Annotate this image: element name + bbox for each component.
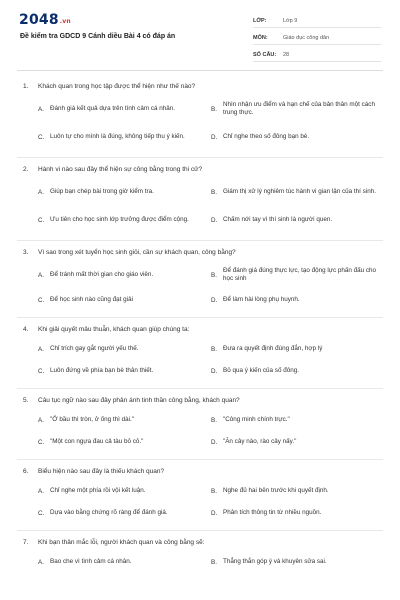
option-row — [20, 551, 380, 573]
option-text: "Một con ngựa đau cả tàu bỏ cỏ." — [50, 438, 144, 445]
option-letter: C. — [38, 509, 45, 517]
question-5 — [0, 391, 400, 453]
meta-row-count — [253, 48, 381, 62]
answer-option-c[interactable] — [38, 289, 207, 311]
option-row — [20, 431, 380, 453]
answer-option-c[interactable] — [38, 123, 207, 151]
option-text: Chỉ nghe theo số đông bạn bè. — [223, 133, 310, 140]
option-letter: C. — [38, 367, 45, 375]
option-letter: B. — [211, 558, 217, 566]
answer-option-b[interactable] — [211, 480, 380, 502]
option-letter: D. — [211, 216, 218, 224]
meta-row-subject — [253, 31, 381, 45]
option-text: Để học sinh nào cũng đạt giải — [50, 296, 133, 303]
option-row — [20, 360, 380, 382]
answer-option-a[interactable] — [38, 261, 207, 289]
answer-option-d[interactable] — [211, 502, 380, 524]
question-number: 2. — [23, 165, 29, 173]
answer-option-a[interactable] — [38, 338, 207, 360]
answer-option-d[interactable] — [211, 206, 380, 234]
question-text — [20, 320, 380, 338]
question-text — [20, 391, 380, 409]
site-logo[interactable] — [19, 12, 71, 28]
question-divider — [17, 157, 383, 158]
option-text: Đánh giá kết quả dựa trên tình cảm cá nhân. — [50, 105, 175, 112]
option-text: Ưu tiên cho học sinh lớp trưởng được điểm cộng. — [50, 216, 189, 223]
option-letter: B. — [211, 345, 217, 353]
question-divider — [17, 459, 383, 460]
option-letter: A. — [38, 345, 44, 353]
question-3 — [0, 243, 400, 311]
option-row — [20, 261, 380, 289]
option-text: Giám thị xử lý nghiêm túc hành vi gian lận của thí sinh. — [223, 188, 376, 195]
option-letter: A. — [38, 188, 44, 196]
option-letter: A. — [38, 271, 44, 279]
option-text: Chấm nới tay vì thí sinh là người quen. — [223, 216, 333, 223]
answer-option-b[interactable] — [211, 338, 380, 360]
meta-label: SỐ CÂU: — [253, 51, 277, 58]
option-text: Giúp bạn chép bài trong giờ kiểm tra. — [50, 188, 154, 195]
answer-option-c[interactable] — [38, 360, 207, 382]
option-letter: B. — [211, 271, 217, 279]
option-text: Luôn tự cho mình là đúng, không tiếp thu ý kiến. — [50, 133, 185, 140]
option-row — [20, 123, 380, 151]
answer-option-c[interactable] — [38, 502, 207, 524]
question-number: 5. — [23, 396, 29, 404]
option-row — [20, 206, 380, 234]
question-prompt: Khi bạn thân mắc lỗi, người khách quan và công bằng sẽ: — [38, 538, 205, 546]
option-letter: A. — [38, 558, 44, 566]
option-text: Bỏ qua ý kiến của số đông. — [223, 367, 299, 374]
question-text — [20, 533, 380, 551]
question-divider — [17, 240, 383, 241]
answer-option-d[interactable] — [211, 289, 380, 311]
meta-value: 28 — [283, 51, 290, 58]
option-text: Để đánh giá đúng thực lực, tạo động lực phấn đấu cho học sinh — [223, 267, 377, 282]
option-letter: B. — [211, 416, 217, 424]
option-text: Để tránh mất thời gian cho giáo viên. — [50, 271, 154, 278]
question-prompt: Câu tục ngữ nào sau đây phản ánh tinh thần công bằng, khách quan? — [38, 396, 240, 404]
question-1 — [0, 77, 400, 151]
question-text — [20, 77, 380, 95]
meta-value: Giáo dục công dân — [283, 34, 330, 41]
option-letter: D. — [211, 509, 218, 517]
option-text: Luôn đứng về phía bạn bè thân thiết. — [50, 367, 154, 374]
option-row — [20, 289, 380, 311]
question-2 — [0, 160, 400, 234]
option-letter: C. — [38, 296, 45, 304]
answer-option-b[interactable] — [211, 178, 380, 206]
option-letter: B. — [211, 487, 217, 495]
answer-option-d[interactable] — [211, 360, 380, 382]
option-row — [20, 338, 380, 360]
option-text: "Ăn cây nào, rào cây nấy." — [223, 438, 297, 445]
option-row — [20, 178, 380, 206]
option-letter: A. — [38, 416, 44, 424]
question-list — [0, 77, 400, 573]
option-row — [20, 480, 380, 502]
question-number: 4. — [23, 325, 29, 333]
answer-option-b[interactable] — [211, 95, 380, 123]
meta-label: LỚP: — [253, 17, 267, 24]
option-letter: D. — [211, 438, 218, 446]
exam-meta — [253, 14, 381, 62]
meta-label: MÔN: — [253, 34, 268, 41]
question-number: 7. — [23, 538, 29, 546]
option-letter: C. — [38, 438, 45, 446]
answer-option-a[interactable] — [38, 95, 207, 123]
question-prompt: Biểu hiện nào sau đây là thiếu khách quan? — [38, 467, 165, 475]
option-text: Dựa vào bằng chứng rõ ràng để đánh giá. — [50, 509, 168, 516]
question-number: 6. — [23, 467, 29, 475]
logo-text: 2048 — [19, 12, 59, 28]
answer-option-b[interactable] — [211, 551, 380, 573]
answer-option-a[interactable] — [38, 178, 207, 206]
option-row — [20, 502, 380, 524]
option-text: Phân tích thông tin từ nhiều nguồn. — [223, 509, 322, 516]
option-letter: C. — [38, 216, 45, 224]
question-prompt: Hành vi nào sau đây thể hiện sự công bằng trong thi cử? — [38, 165, 203, 173]
question-6 — [0, 462, 400, 524]
option-letter: D. — [211, 296, 218, 304]
option-letter: A. — [38, 105, 44, 113]
question-text — [20, 160, 380, 178]
option-text: Nhìn nhận ưu điểm và hạn chế của bản thân một cách trung thực. — [223, 101, 375, 116]
question-divider — [17, 530, 383, 531]
option-letter: D. — [211, 133, 218, 141]
answer-option-c[interactable] — [38, 431, 207, 453]
answer-option-a[interactable] — [38, 409, 207, 431]
logo-suffix: .vn — [59, 18, 71, 25]
option-text: Để làm hài lòng phụ huynh. — [223, 296, 300, 303]
question-7 — [0, 533, 400, 573]
question-4 — [0, 320, 400, 382]
question-prompt: Khi giải quyết mâu thuẫn, khách quan giúp chúng ta: — [38, 325, 190, 333]
option-row — [20, 95, 380, 123]
option-letter: D. — [211, 367, 218, 375]
answer-option-c[interactable] — [38, 206, 207, 234]
header-divider — [17, 70, 383, 71]
option-text: "Công minh chính trực." — [223, 416, 290, 423]
answer-option-a[interactable] — [38, 480, 207, 502]
header — [0, 0, 400, 70]
question-divider — [17, 388, 383, 389]
question-text — [20, 243, 380, 261]
question-text — [20, 462, 380, 480]
answer-option-b[interactable] — [211, 409, 380, 431]
answer-option-d[interactable] — [211, 431, 380, 453]
answer-option-b[interactable] — [211, 261, 380, 289]
option-letter: A. — [38, 487, 44, 495]
question-number: 3. — [23, 248, 29, 256]
option-text: Chỉ trích gay gắt người yếu thế. — [50, 345, 139, 352]
option-text: Bao che vì tình cảm cá nhân. — [50, 558, 132, 565]
question-number: 1. — [23, 82, 29, 90]
option-text: "Ở bầu thì tròn, ở ống thì dài." — [50, 416, 135, 423]
answer-option-a[interactable] — [38, 551, 207, 573]
meta-row-grade — [253, 14, 381, 28]
option-letter: B. — [211, 188, 217, 196]
option-text: Thẳng thắn góp ý và khuyên sửa sai. — [223, 558, 327, 565]
option-text: Nghe đủ hai bên trước khi quyết định. — [223, 487, 329, 494]
option-letter: B. — [211, 105, 217, 113]
answer-option-d[interactable] — [211, 123, 380, 151]
question-prompt: Vì sao trong xét tuyển học sinh giỏi, cần sự khách quan, công bằng? — [38, 248, 236, 256]
option-row — [20, 409, 380, 431]
option-text: Đưa ra quyết định đúng đắn, hợp lý — [223, 345, 323, 352]
meta-value: Lớp 9 — [283, 17, 298, 24]
option-text: Chỉ nghe một phía rồi vội kết luận. — [50, 487, 146, 494]
option-letter: C. — [38, 133, 45, 141]
question-divider — [17, 317, 383, 318]
question-prompt: Khách quan trong học tập được thể hiện như thế nào? — [38, 82, 196, 90]
page-title: Đề kiểm tra GDCD 9 Cánh diều Bài 4 có đáp án — [20, 33, 176, 40]
